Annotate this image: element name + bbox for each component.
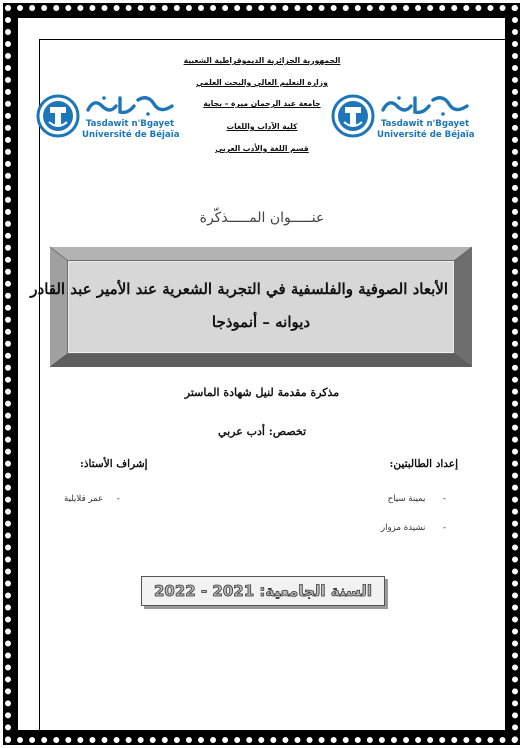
student-name: نشيدة مزوار: [380, 523, 426, 533]
university-emblem-icon: [36, 92, 80, 140]
memo-heading: عنـــــوان المـــــذكّرة: [199, 210, 325, 226]
header-republic: الجمهورية الجزائرية الديموقراطية الشعبية: [183, 56, 341, 65]
title-frame: [30, 247, 472, 367]
degree-line: مذكرة مقدمة لنيل شهادة الماستر: [184, 386, 340, 399]
academic-year-box: [141, 576, 385, 606]
logo-text-kabyle: Tasdawit n'Bgayet: [380, 119, 470, 129]
student-name-1: [388, 494, 446, 504]
list-bullet: -: [442, 523, 446, 533]
student-name-2: [381, 523, 446, 533]
logo-text-kabyle: Tasdawit n'Bgayet: [85, 119, 175, 129]
list-bullet: -: [442, 494, 446, 504]
header-department: قسم اللغة والأدب العربي: [215, 144, 309, 153]
list-bullet: -: [116, 494, 120, 504]
university-logo-left: [36, 92, 178, 140]
header-university: جامعة عبد الرحمان ميرة – بجاية: [203, 99, 321, 108]
supervisor-name: عمر قلايلية: [64, 494, 104, 504]
logo-text-french: Université de Béjaïa: [82, 130, 180, 140]
university-arabic-logotype: [377, 92, 473, 118]
student-name: يمينة سياح: [387, 494, 426, 504]
header-ministry: وزارة التعليم العالي والبحث العلمي: [196, 78, 328, 87]
header-faculty: كلية الآداب واللغات: [226, 122, 298, 131]
memo-title-line2: ديوانه – أنموذجا: [211, 313, 311, 331]
supervisor-name-item: [64, 494, 120, 504]
academic-year: السنة الجامعية: 2021 - 2022: [153, 582, 373, 600]
supervisor-label: إشراف الأستاذ:: [80, 458, 148, 470]
title-panel: [30, 260, 455, 354]
students-label: إعداد الطالبتين:: [389, 458, 458, 470]
memo-title-line1: الأبعاد الصوفية والفلسفية في التجربة الشعرية عند الأمير عبد القادر: [30, 280, 448, 298]
logo-text-french: Université de Béjaïa: [377, 130, 475, 140]
specialty-line: تخصص: أدب عربي: [217, 425, 307, 438]
